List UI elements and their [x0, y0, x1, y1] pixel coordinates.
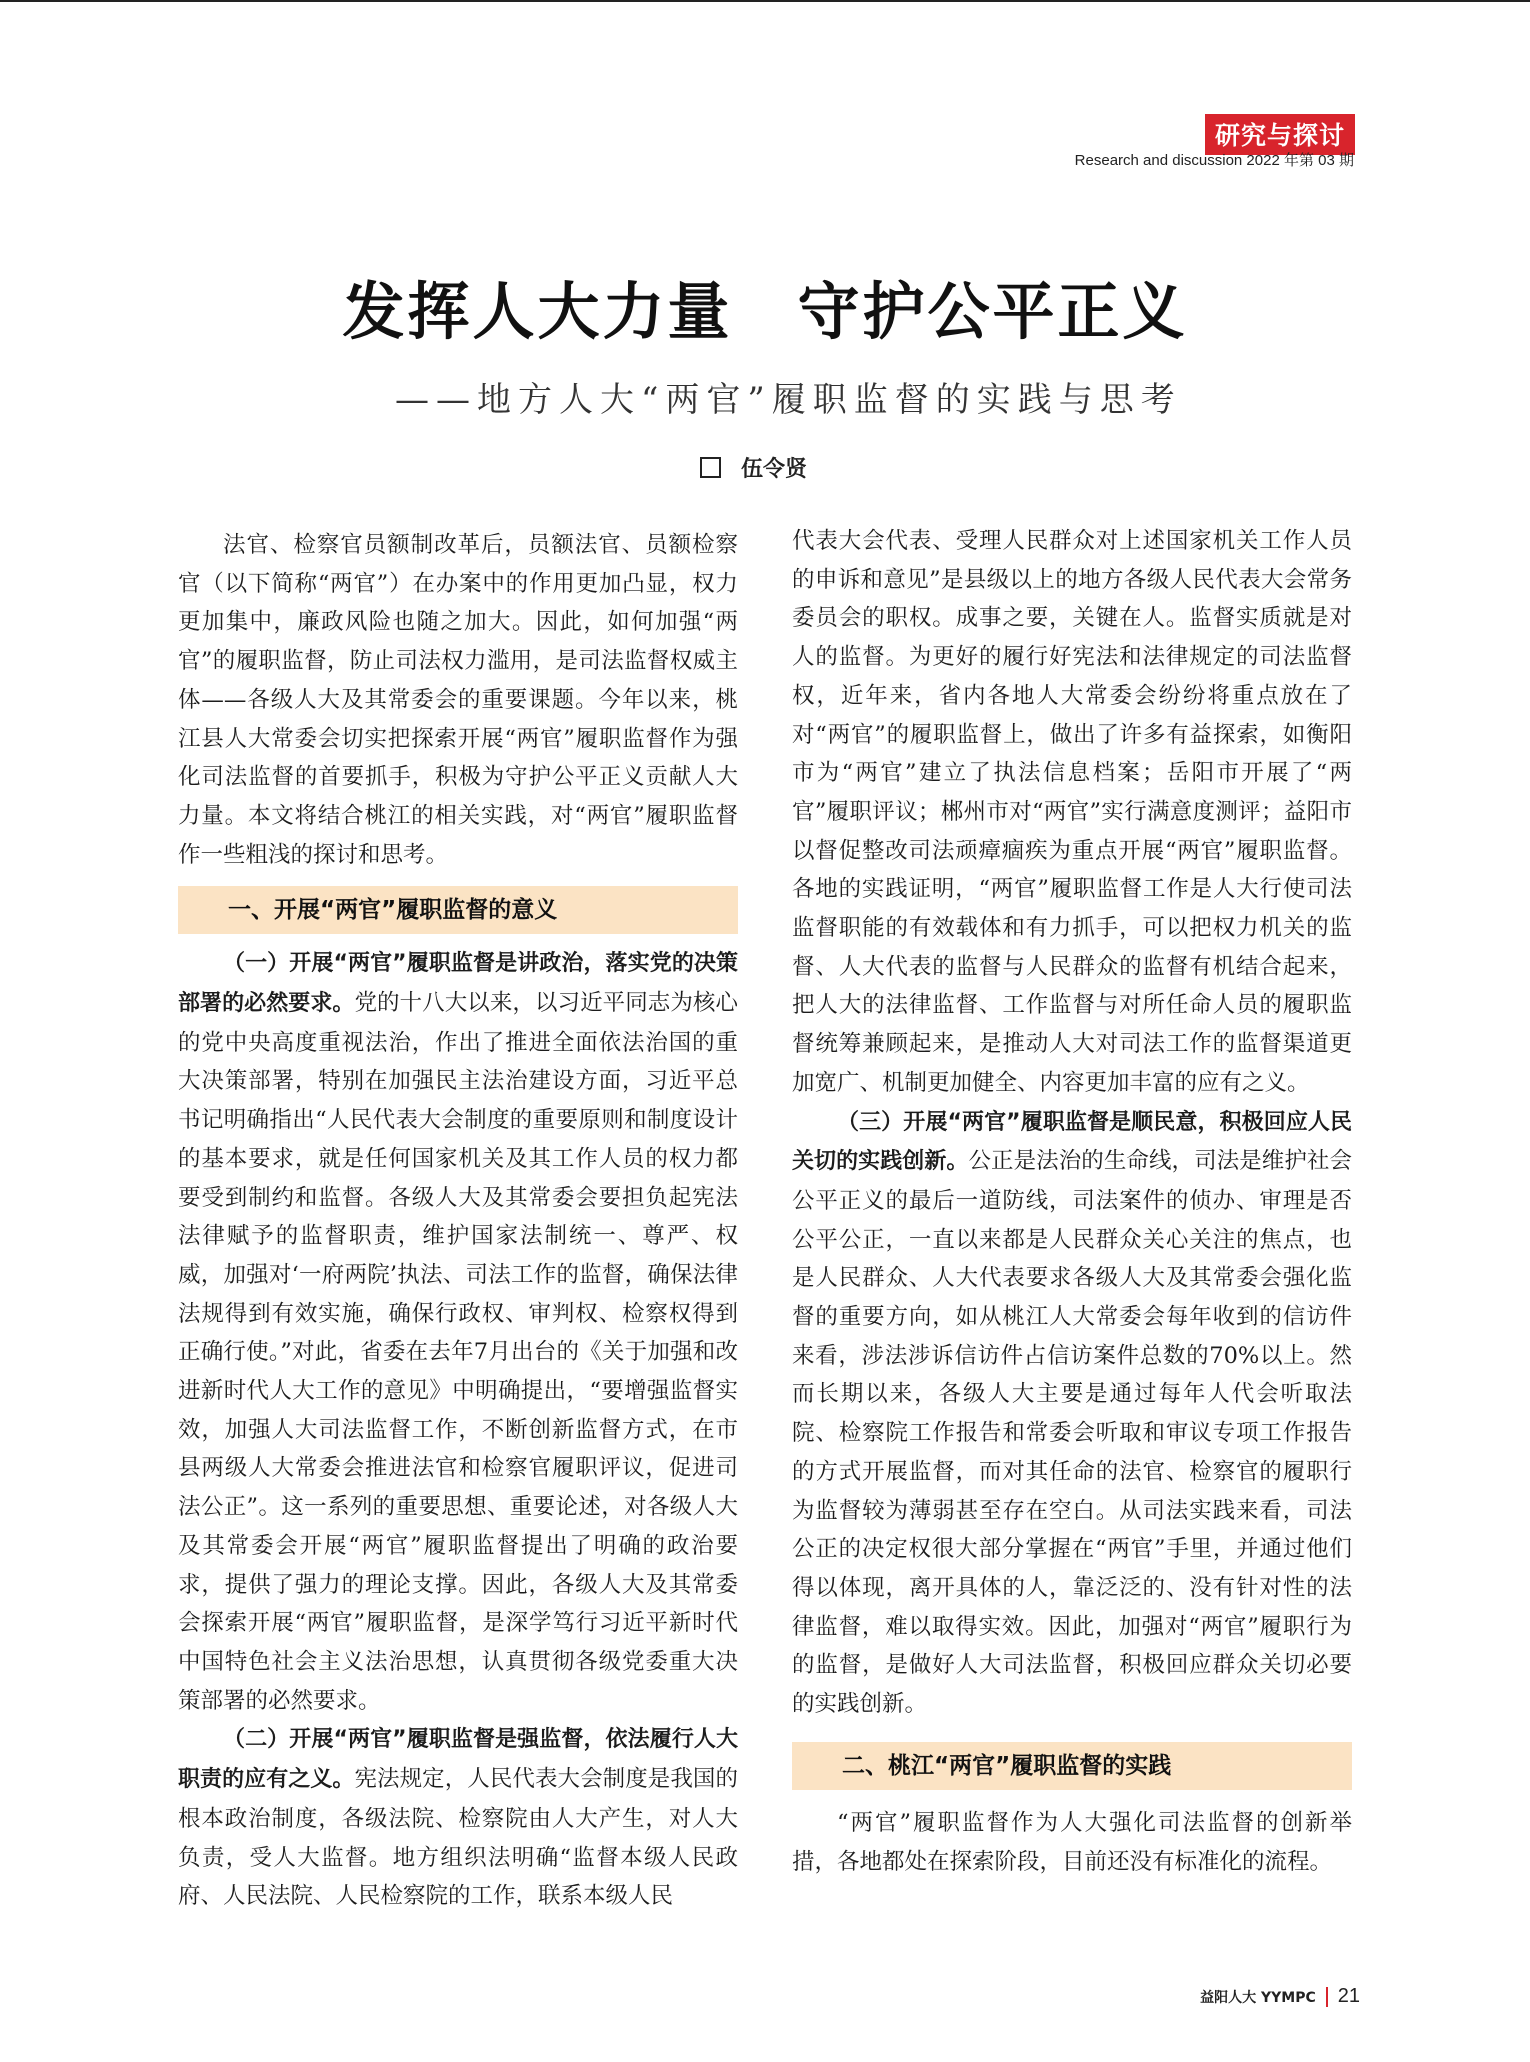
section-heading-1: 一、开展“两官”履职监督的意义	[178, 886, 738, 934]
magazine-name: 益阳人大 YYMPC	[1200, 1989, 1316, 2006]
right-column	[792, 522, 1352, 1881]
intro-paragraph: 法官、检察官员额制改革后，员额法官、员额检察官（以下简称“两官”）在办案中的作用更加凸显，权力更加集中，廉政风险也随之加大。因此，如何加强“两官”的履职监督，防止司法权力滥用，是司法监督权威主体——各级人大及其常委会的重要课题。今年以来，桃江县人大常委会切实把探索开展“两官”履职监督作为强化司法监督的首要抓手，积极为守护公平正义贡献人大力量。本文将结合桃江的相关实践，对“两官”履职监督作一些粗浅的探讨和思考。	[178, 532, 738, 868]
article-subtitle: ——地方人大“两官”履职监督的实践与思考	[395, 380, 1182, 420]
paragraph-2-text: 宪法规定，人民代表大会制度是我国的根本政治制度，各级法院、检察院由人大产生，对人大负责，受人大监督。地方组织法明确“监督本级人民政府、人民法院、人民检察院的工作，联系本级人民	[178, 1766, 738, 1910]
paragraph-1-text: 党的十八大以来，以习近平同志为核心的党中央高度重视法治，作出了推进全面依法治国的重大决策部署，特别在加强民主法治建设方面，习近平总书记明确指出“人民代表大会制度的重要原则和制度设计的基本要求，就是任何国家机关及其工作人员的权力都要受到制约和监督。各级人大及其常委会要担负起宪法法律赋予的监督职责，维护国家法制统一、尊严、权威，加强对‘一府两院’执法、司法工作的监督，确保法律法规得到有效实施，确保行政权、审判权、检察权得到正确行使。”对此，省委在去年7月出台的《关于加强和改进新时代人大工作的意见》中明确提出，“要增强监督实效，加强人大司法监督工作，不断创新监督方式，在市县两级人大常委会推进法官和检察官履职评议，促进司法公正”。这一系列的重要思想、重要论述，对各级人大及其常委会开展“两官”履职监督提出了明确的政治要求，提供了强力的理论支撑。因此，各级人大及其常委会探索开展“两官”履职监督，是深学笃行习近平新时代中国特色社会主义法治思想，认真贯彻各级党委重大决策部署的必然要求。	[178, 990, 738, 1714]
paragraph-4: “两官”履职监督作为人大强化司法监督的创新举措，各地都处在探索阶段，目前还没有标准化的流程。	[792, 1809, 1352, 1875]
issue-line: Research and discussion 2022 年第 03 期	[1074, 152, 1354, 169]
section-heading-2: 二、桃江“两官”履职监督的实践	[792, 1742, 1352, 1790]
paragraph-3-text: 公正是法治的生命线，司法是维护社会公平正义的最后一道防线，司法案件的侦办、审理是否公平公正，一直以来都是人民群众关心关注的焦点，也是人民群众、人大代表要求各级人大及其常委会强化监督的重要方向，如从桃江人大常委会每年收到的信访件来看，涉法涉诉信访件占信访案件总数的70%以上。然而长期以来，各级人大主要是通过每年人代会听取法院、检察院工作报告和常委会听取和审议专项工作报告的方式开展监督，而对其任命的法官、检察官的履职行为监督较为薄弱甚至存在空白。从司法实践来看，司法公正的决定权很大部分掌握在“两官”手里，并通过他们得以体现，离开具体的人，靠泛泛的、没有针对性的法律监督，难以取得实效。因此，加强对“两官”履职行为的监督，是做好人大司法监督，积极回应群众关切必要的实践创新。	[792, 1148, 1352, 1718]
square-icon	[700, 457, 721, 478]
paragraph-3-lead: （三）开展“两官”履职监督是顺民意，积极回应人民关切的实践创新。	[792, 1109, 1352, 1175]
paragraph-1	[178, 944, 738, 1720]
paragraph-2-continued: 代表大会代表、受理人民群众对上述国家机关工作人员的申诉和意见”是县级以上的地方各级人民代表大会常务委员会的职权。成事之要，关键在人。监督实质就是对人的监督。为更好的履行好宪法和法律规定的司法监督权，近年来，省内各地人大常委会纷纷将重点放在了对“两官”的履职监督上，做出了许多有益探索，如衡阳市为“两官”建立了执法信息档案；岳阳市开展了“两官”履职评议；郴州市对“两官”实行满意度测评；益阳市以督促整改司法顽瘴痼疾为重点开展“两官”履职监督。各地的实践证明，“两官”履职监督工作是人大行使司法监督职能的有效载体和有力抓手，可以把权力机关的监督、人大代表的监督与人民群众的监督有机结合起来，把人大的法律监督、工作监督与对所任命人员的履职监督统筹兼顾起来，是推动人大对司法工作的监督渠道更加宽广、机制更加健全、内容更加丰富的应有之义。	[792, 528, 1352, 1096]
paragraph-2	[178, 1720, 738, 1916]
page-footer	[1200, 1985, 1360, 2008]
section-tag: 研究与探讨	[1205, 114, 1355, 155]
top-rule	[0, 0, 1530, 2]
author-line	[700, 452, 807, 483]
footer-divider	[1326, 1987, 1328, 2007]
paragraph-2-lead: （二）开展“两官”履职监督是强监督，依法履行人大职责的应有之义。	[178, 1727, 738, 1793]
article-title: 发挥人大力量 守护公平正义	[342, 275, 1188, 348]
paragraph-3	[792, 1103, 1352, 1724]
author-name: 伍令贤	[741, 457, 808, 482]
left-column	[178, 526, 738, 1916]
paragraph-1-lead: （一）开展“两官”履职监督是讲政治，落实党的决策部署的必然要求。	[178, 951, 738, 1017]
page-number: 21	[1337, 1985, 1360, 2007]
